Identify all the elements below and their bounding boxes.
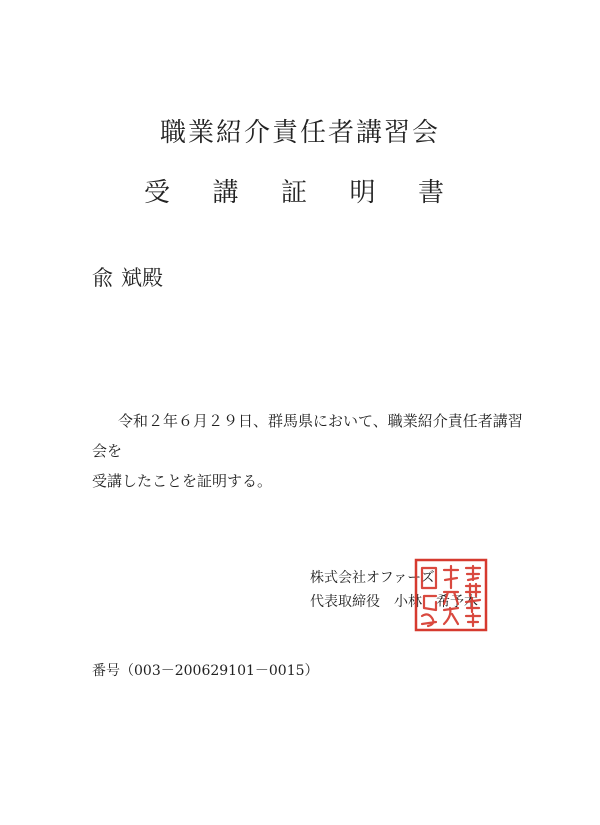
- certificate-subtitle: [144, 172, 444, 206]
- body-line: [92, 406, 532, 466]
- issuer-title: 代表取締役: [310, 594, 380, 610]
- subtitle-char: 証: [280, 178, 307, 208]
- body-line-1: 令和２年６月２９日、群馬県において、職業紹介責任者講習会を: [92, 412, 523, 460]
- certificate-body: [92, 406, 532, 496]
- certificate-title: 職業紹介責任者講習会: [159, 118, 440, 148]
- issuer-company: 株式会社オファーズ: [310, 570, 435, 586]
- company-seal-icon: [414, 558, 488, 632]
- subtitle-char: 講: [212, 178, 239, 208]
- body-line: 受講したことを証明する。: [92, 472, 273, 490]
- subtitle-char: 書: [417, 178, 444, 208]
- recipient-given-name: 斌殿: [121, 266, 163, 290]
- issuer-name: 小林 希予木: [394, 594, 478, 610]
- subtitle-char: 受: [144, 178, 171, 208]
- recipient-name: [92, 262, 163, 292]
- subtitle-char: 明: [349, 178, 376, 208]
- certificate-serial-number: 番号（003－200629101－0015）: [92, 663, 319, 679]
- recipient-family-name: 兪: [92, 266, 113, 290]
